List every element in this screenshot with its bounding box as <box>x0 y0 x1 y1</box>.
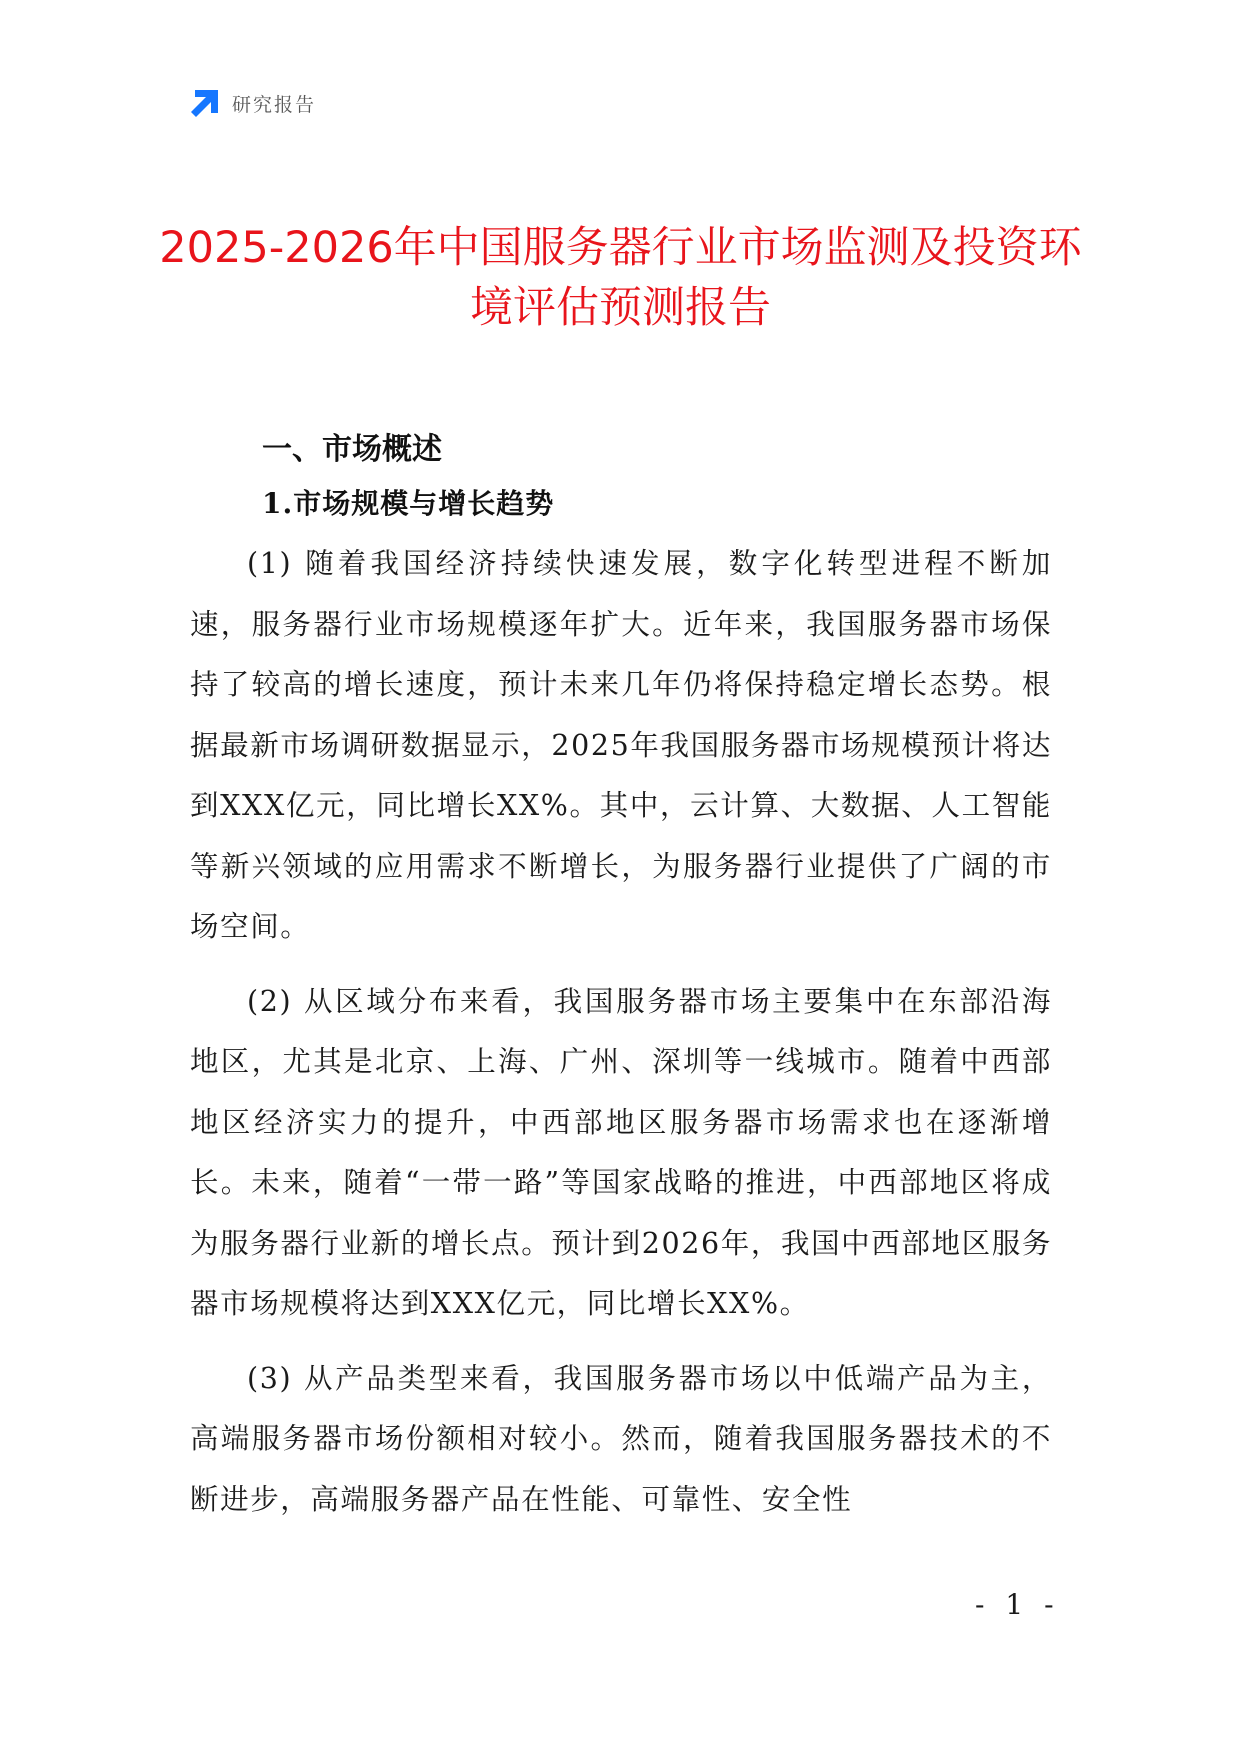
subsection-heading: 1.市场规模与增长趋势 <box>262 487 555 520</box>
paragraph: (3) 从产品类型来看，我国服务器市场以中低端产品为主，高端服务器市场份额相对较小。然而，随着我国服务器技术的不断进步，高端服务器产品在性能、可靠性、安全性 <box>190 1361 1052 1516</box>
body-text <box>190 534 1052 1544</box>
paragraph: (2) 从区域分布来看，我国服务器市场主要集中在东部沿海地区，尤其是北京、上海、广州、深圳等一线城市。随着中西部地区经济实力的提升，中西部地区服务器市场需求也在逐渐增长。未来，随着“一带一路”等国家战略的推进，中西部地区将成为服务器行业新的增长点。预计到2026年，我国中西部地区服务器市场规模将达到XXX亿元，同比增长XX%。 <box>190 984 1052 1320</box>
document-title: 2025-2026年中国服务器行业市场监测及投资环境评估预测报告 <box>159 223 1082 333</box>
page-number: - 1 - <box>975 1588 1060 1621</box>
report-type-label: 研究报告 <box>232 93 317 116</box>
arrow-up-right-icon <box>190 88 220 118</box>
section-heading: 一、市场概述 <box>262 432 442 467</box>
report-header <box>190 88 316 118</box>
paragraph: (1) 随着我国经济持续快速发展，数字化转型进程不断加速，服务器行业市场规模逐年扩大。近年来，我国服务器市场保持了较高的增长速度，预计未来几年仍将保持稳定增长态势。根据最新市场调研数据显示，2025年我国服务器市场规模预计将达到XXX亿元，同比增长XX%。其中，云计算、大数据、人工智能等新兴领域的应用需求不断增长，为服务器行业提供了广阔的市场空间。 <box>190 547 1052 943</box>
